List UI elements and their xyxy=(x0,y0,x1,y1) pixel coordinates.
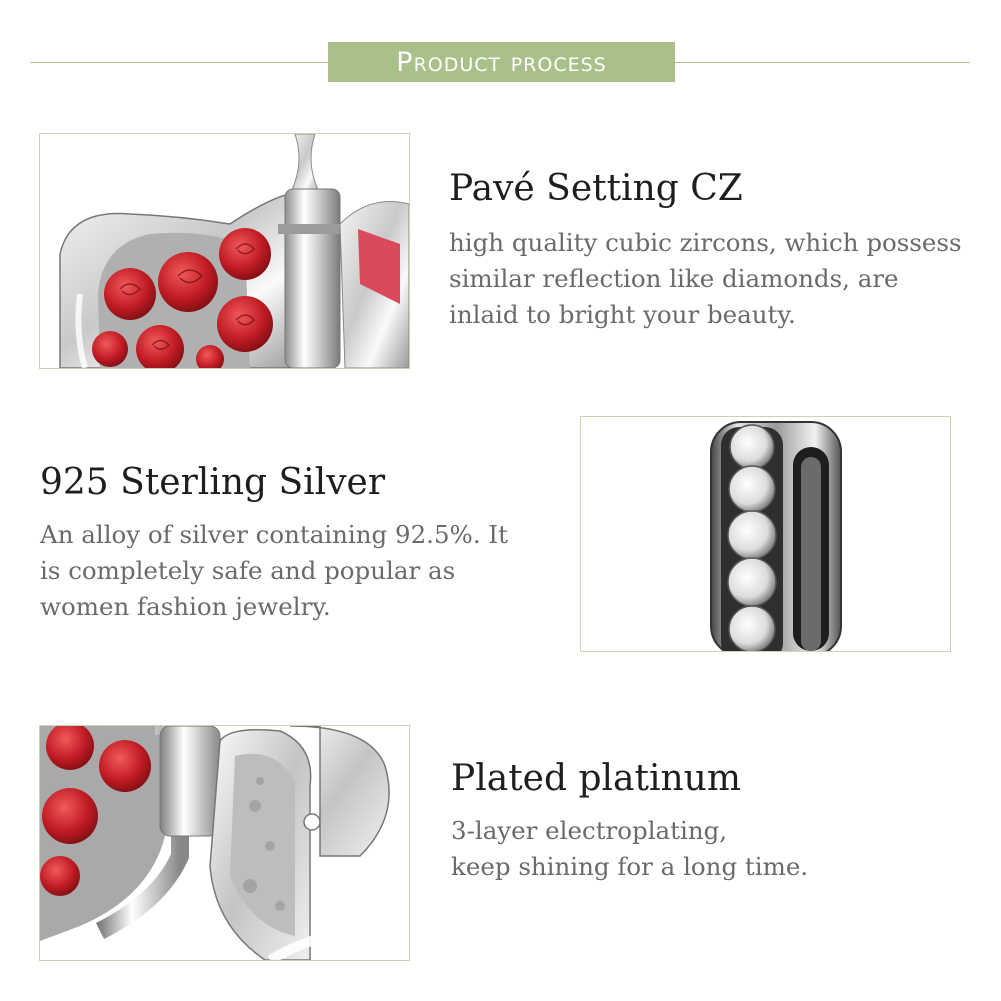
section-text-plated xyxy=(451,813,971,885)
header-rule-right xyxy=(675,62,970,63)
heart-rose-charm-illustration xyxy=(40,134,409,368)
product-image-plated xyxy=(39,725,410,961)
product-image-pave xyxy=(39,133,410,369)
section-line: keep shining for a long time. xyxy=(451,852,809,881)
header-rule-left xyxy=(30,62,328,63)
section-text-silver xyxy=(40,517,540,625)
heart-locket-hinge-illustration xyxy=(40,726,409,960)
section-text-pave xyxy=(449,225,989,333)
section-line: is completely safe and popular as xyxy=(40,556,456,585)
banner-title: Product process xyxy=(396,46,607,78)
section-title-silver: 925 Sterling Silver xyxy=(40,462,386,503)
section-title-pave: Pavé Setting CZ xyxy=(449,168,743,209)
section-line: women fashion jewelry. xyxy=(40,592,331,621)
section-line: 3-layer electroplating, xyxy=(451,816,728,845)
section-line: similar reflection like diamonds, are xyxy=(449,264,899,293)
section-line: high quality cubic zircons, which possess xyxy=(449,228,962,257)
section-banner xyxy=(328,42,675,82)
product-image-silver xyxy=(580,416,951,652)
section-line: An alloy of silver containing 92.5%. It xyxy=(40,520,508,549)
cz-spacer-ring-illustration xyxy=(581,417,950,651)
section-line: inlaid to bright your beauty. xyxy=(449,300,796,329)
section-title-plated: Plated platinum xyxy=(451,758,741,799)
